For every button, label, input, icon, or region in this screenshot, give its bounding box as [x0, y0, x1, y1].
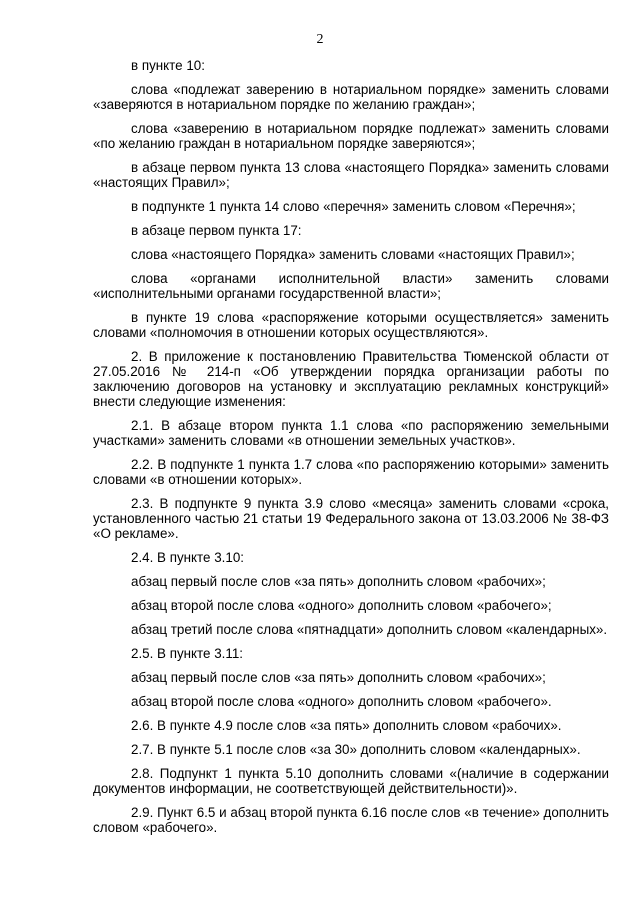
paragraph: 2.9. Пункт 6.5 и абзац второй пункта 6.16 после слов «в течение» дополнить словом «рабочего».: [93, 805, 609, 835]
paragraph: 2.3. В подпункте 9 пункта 3.9 слово «месяца» заменить словами «срока, установленного частью 21 статьи 19 Федерального закона от 13.03.2006 № 38-ФЗ «О рекламе».: [93, 496, 609, 541]
paragraph: 2.6. В пункте 4.9 после слов «за пять» дополнить словом «рабочих».: [131, 718, 562, 733]
paragraph: слова «настоящего Порядка» заменить словами «настоящих Правил»;: [131, 247, 575, 262]
paragraph: в абзаце первом пункта 17:: [131, 223, 302, 238]
paragraph: в абзаце первом пункта 13 слова «настоящего Порядка» заменить словами «настоящих Правил»;: [93, 160, 609, 190]
paragraph: абзац второй после слова «одного» дополнить словом «рабочего».: [131, 694, 552, 709]
paragraph: 2.8. Подпункт 1 пункта 5.10 дополнить словами «(наличие в содержании документов информации, не соответствующей действительности)».: [93, 766, 609, 796]
paragraph: 2.1. В абзаце втором пункта 1.1 слова «по распоряжению земельными участками» заменить словами «в отношении земельных участков».: [93, 418, 609, 448]
paragraph: слова «заверению в нотариальном порядке подлежат» заменить словами «по желанию граждан в нотариальном порядке заверяются»;: [93, 121, 609, 151]
paragraph: абзац первый после слов «за пять» дополнить словом «рабочих»;: [131, 574, 546, 589]
paragraph: абзац второй после слова «одного» дополнить словом «рабочего»;: [131, 598, 552, 613]
paragraph: в пункте 19 слова «распоряжение которыми осуществляется» заменить словами «полномочия в отношении которых осуществляются».: [93, 310, 609, 340]
paragraph: слова «подлежат заверению в нотариальном порядке» заменить словами «заверяются в нотариальном порядке по желанию граждан»;: [93, 82, 609, 112]
paragraph: 2.4. В пункте 3.10:: [131, 550, 244, 565]
paragraph: в подпункте 1 пункта 14 слово «перечня» заменить словом «Перечня»;: [131, 199, 576, 214]
paragraph: 2.5. В пункте 3.11:: [131, 646, 243, 661]
document-body: [93, 58, 609, 844]
paragraph: абзац третий после слова «пятнадцати» дополнить словом «календарных».: [131, 622, 608, 637]
page-number: 2: [316, 32, 324, 47]
paragraph: 2.2. В подпункте 1 пункта 1.7 слова «по распоряжению которыми» заменить словами «в отношении которых».: [93, 457, 609, 487]
paragraph: 2. В приложение к постановлению Правительства Тюменской области от 27.05.2016 № 214-п «Об утверждении порядка организации работы по заключению договоров на установку и эксплуатацию рекламных конструкций» внести следующие изменения:: [93, 349, 609, 409]
paragraph: 2.7. В пункте 5.1 после слов «за 30» дополнить словом «календарных».: [131, 742, 581, 757]
paragraph: слова «органами исполнительной власти» заменить словами «исполнительными органами государственной власти»;: [93, 271, 609, 301]
paragraph: абзац первый после слов «за пять» дополнить словом «рабочих»;: [131, 670, 546, 685]
paragraph: в пункте 10:: [131, 58, 205, 73]
